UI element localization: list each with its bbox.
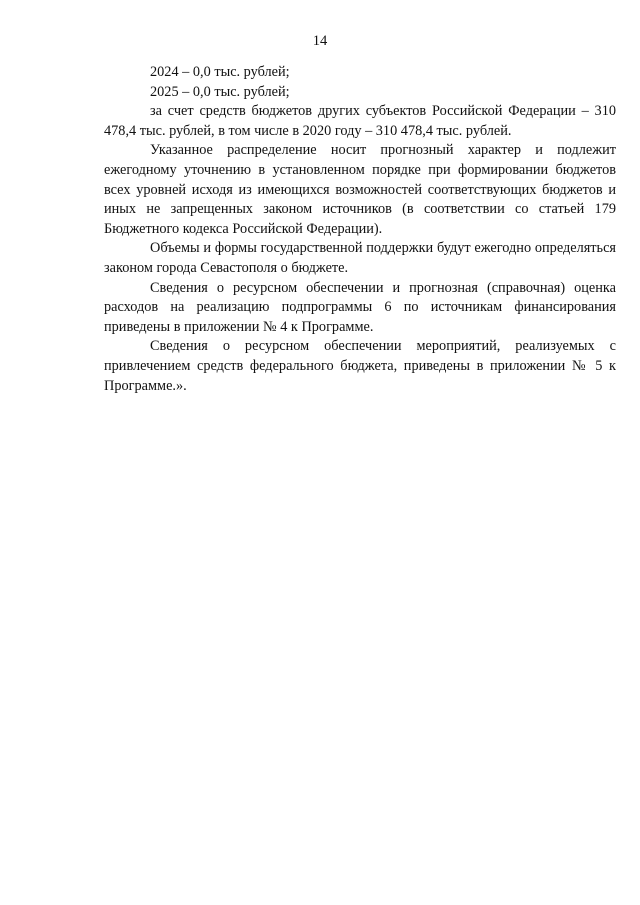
paragraph-appendix-5: Сведения о ресурсном обеспечении мероприятий, реализуемых с привлечением средств федерального бюджета, приведены в приложении № 5 к Программе.».	[104, 338, 616, 394]
paragraph-appendix-4: Сведения о ресурсном обеспечении и прогнозная (справочная) оценка расходов на реализацию подпрограммы 6 по источникам финансирования приведены в приложении № 4 к Программе.	[104, 279, 616, 335]
page-number: 14	[312, 33, 328, 49]
paragraph-other-subjects-funds: за счет средств бюджетов других субъектов Российской Федерации – 310 478,4 тыс. рублей, в том числе в 2020 году – 310 478,4 тыс. рублей.	[104, 103, 616, 139]
paragraph-forecast-distribution: Указанное распределение носит прогнозный характер и подлежит ежегодному уточнению в установленном порядке при формировании бюджетов всех уровней исходя из имеющихся возможностей соответствующих бюджетов и иных не запрещенных законом источников (в соответствии со статьей 179 Бюджетного кодекса Российской Федерации).	[104, 142, 616, 237]
document-body	[104, 63, 616, 396]
paragraph-budget-2024: 2024 – 0,0 тыс. рублей;	[150, 64, 290, 80]
paragraph-budget-2025: 2025 – 0,0 тыс. рублей;	[150, 83, 290, 100]
paragraph-state-support: Объемы и формы государственной поддержки будут ежегодно определяться законом города Севастополя о бюджете.	[104, 240, 616, 276]
